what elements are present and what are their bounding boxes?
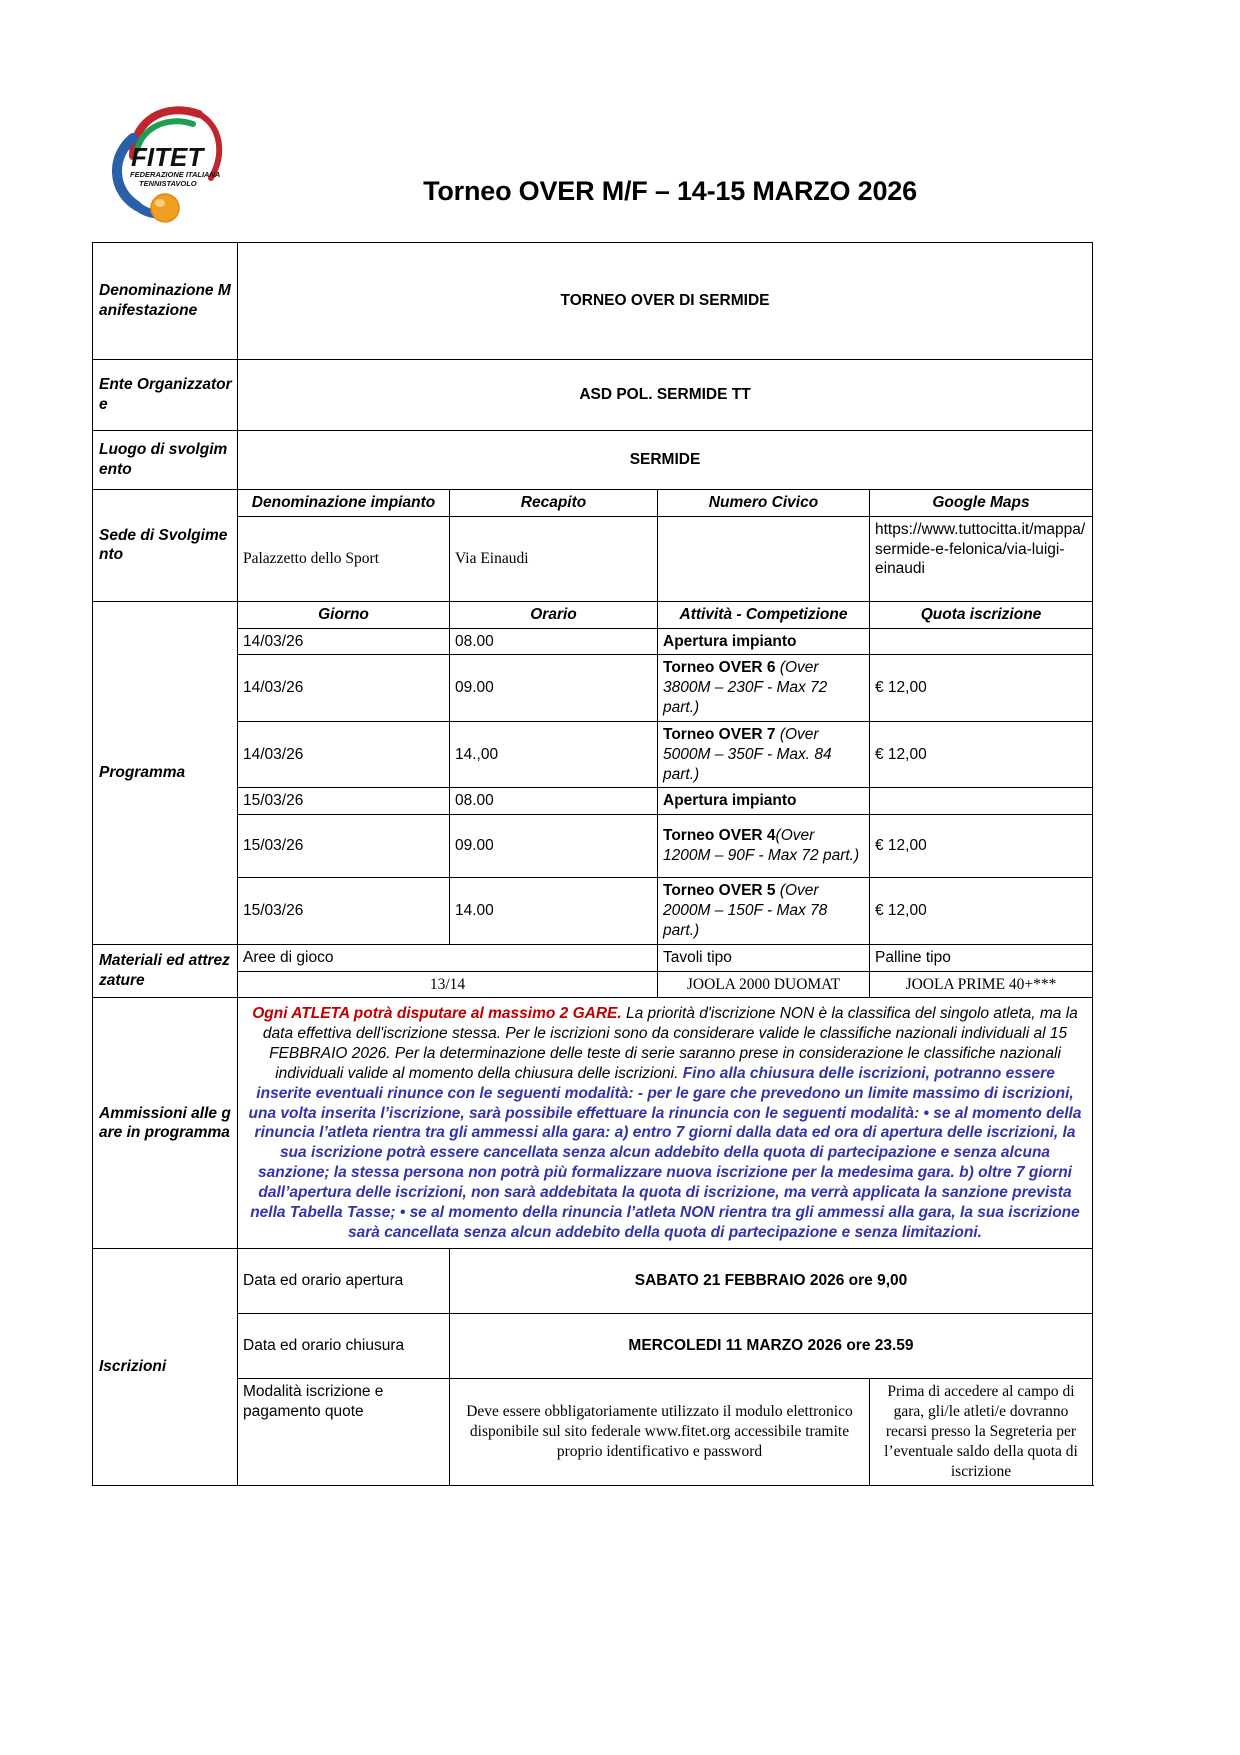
programma-attivita-bold: Torneo OVER 5 [663, 882, 780, 900]
programma-giorno: 15/03/26 [238, 815, 450, 878]
table-row-programma-0 [93, 628, 1093, 655]
iscrizioni-label-chiusura: Data ed orario chiusura [238, 1314, 450, 1379]
sede-value-maps-url[interactable]: https://www.tuttocitta.it/mappa/sermide-e-felonica/via-luigi-einaudi [870, 516, 1093, 601]
programma-attivita-italic: (Over 1200M – 90F - Max 72 part.) [663, 827, 860, 865]
sede-value-impianto: Palazzetto dello Sport [238, 516, 450, 601]
table-row-iscrizioni-chiusura [93, 1314, 1093, 1379]
table-row-iscrizioni-modalita [93, 1379, 1093, 1485]
table-row-programma-5 [93, 878, 1093, 944]
ammissioni-text-black: La priorità d'iscrizione NON è la classifica del singolo atleta, ma la data effettiva dell'iscrizione stessa. Per le iscrizioni sono da considerare valide le classifiche nazionali individuali al 15 FEBBRAIO 2026. Per la determinazione delle teste di serie saranno prese in considerazione le classifiche nazionali individuali valide al momento della chiusura delle iscrizioni. [262, 1005, 1078, 1082]
programma-attivita [658, 788, 870, 815]
svg-text:FEDERAZIONE ITALIANA: FEDERAZIONE ITALIANA [130, 170, 221, 179]
page-title: Torneo OVER M/F – 14-15 MARZO 2026 [423, 176, 917, 206]
programma-header-orario: Orario [450, 601, 658, 628]
table-row-programma-2 [93, 721, 1093, 787]
iscrizioni-value-apertura: SABATO 21 FEBBRAIO 2026 ore 9,00 [450, 1249, 1093, 1314]
ammissioni-text-red: Ogni ATLETA potrà disputare al massimo 2 GARE. [252, 1005, 622, 1023]
programma-attivita-bold: Apertura impianto [663, 632, 797, 650]
row-label-materiali: Materiali ed attrezzature [93, 944, 238, 998]
row-label-luogo: Luogo di svolgimento [93, 431, 238, 490]
programma-giorno: 15/03/26 [238, 788, 450, 815]
row-label-sede: Sede di Svolgimento [93, 490, 238, 602]
ammissioni-text-blue: Fino alla chiusura delle iscrizioni, potranno essere inserite eventuali rinunce con le seguenti modalità: - per le gare che prevedono un limite massimo di iscrizioni, una volta inserita l’iscrizione, sarà possibile effettuare la rinuncia con le seguenti modalità: • se al momento della rinuncia l’atleta rientra tra gli ammessi alla gara: a) entro 7 giorni dalla data ed ora di apertura delle iscrizioni, la sua iscrizione potrà essere cancellata senza alcun addebito della quota di partecipazione e senza alcuna sanzione; la stessa persona non potrà più formalizzare nuova iscrizione per la medesima gara. b) oltre 7 giorni dall’apertura delle iscrizioni, non sarà addebitata la quota di iscrizione, ma verrà applicata la sanzione prevista nella Tabella Tasse; • se al momento della rinuncia l’atleta NON rientra tra gli ammessi alla gara, la sua iscrizione sarà cancellata senza alcun addebito della quota di partecipazione e senza limitazioni. [248, 1064, 1082, 1241]
programma-attivita-italic: (Over 2000M – 150F - Max 78 part.) [663, 882, 828, 939]
programma-attivita-bold: Torneo OVER 4 [663, 827, 776, 845]
sede-header-civico: Numero Civico [658, 490, 870, 517]
programma-attivita [658, 628, 870, 655]
sede-header-maps: Google Maps [870, 490, 1093, 517]
value-ente: ASD POL. SERMIDE TT [238, 360, 1093, 431]
programma-orario: 14.,00 [450, 721, 658, 787]
programma-attivita-bold: Apertura impianto [663, 792, 797, 810]
table-row-programma-1 [93, 655, 1093, 721]
svg-text:FITET: FITET [131, 142, 204, 172]
tournament-info-table [92, 242, 1093, 1486]
programma-orario: 09.00 [450, 815, 658, 878]
table-row-iscrizioni-apertura [93, 1249, 1093, 1314]
table-row-luogo [93, 431, 1093, 490]
programma-attivita-italic: (Over 3800M – 230F - Max 72 part.) [663, 659, 828, 717]
programma-attivita [658, 815, 870, 878]
table-row-sede-headers [93, 490, 1093, 517]
document-header [0, 0, 1240, 206]
materiali-value-aree: 13/14 [238, 971, 658, 998]
programma-giorno: 14/03/26 [238, 655, 450, 721]
sede-value-civico [658, 516, 870, 601]
iscrizioni-value-chiusura: MERCOLEDI 11 MARZO 2026 ore 23.59 [450, 1314, 1093, 1379]
table-row-ente [93, 360, 1093, 431]
table-row-programma-4 [93, 815, 1093, 878]
programma-giorno: 14/03/26 [238, 721, 450, 787]
materiali-value-palline: JOOLA PRIME 40+*** [870, 971, 1093, 998]
fitet-logo-svg [103, 98, 233, 223]
table-row-denominazione [93, 243, 1093, 360]
programma-giorno: 14/03/26 [238, 628, 450, 655]
row-label-denominazione: Denominazione Manifestazione [93, 243, 238, 360]
table-row-sede-values [93, 516, 1093, 601]
svg-text:TENNISTAVOLO: TENNISTAVOLO [139, 179, 197, 188]
iscrizioni-label-modalita: Modalità iscrizione e pagamento quote [238, 1379, 450, 1485]
row-label-ammissioni: Ammissioni alle gare in programma [93, 998, 238, 1249]
programma-orario: 08.00 [450, 628, 658, 655]
row-label-iscrizioni: Iscrizioni [93, 1249, 238, 1485]
table-row-ammissioni [93, 998, 1093, 1249]
value-luogo: SERMIDE [238, 431, 1093, 490]
programma-attivita-bold: Torneo OVER 7 [663, 725, 780, 743]
programma-quota [870, 788, 1093, 815]
table-row-materiali-values [93, 971, 1093, 998]
programma-orario: 14.00 [450, 878, 658, 944]
programma-orario: 08.00 [450, 788, 658, 815]
materiali-header-tavoli: Tavoli tipo [658, 944, 870, 971]
programma-quota [870, 628, 1093, 655]
materiali-value-tavoli: JOOLA 2000 DUOMAT [658, 971, 870, 998]
programma-quota: € 12,00 [870, 655, 1093, 721]
table-row-programma-headers [93, 601, 1093, 628]
row-label-programma: Programma [93, 601, 238, 944]
sede-header-recapito: Recapito [450, 490, 658, 517]
ammissioni-text [238, 998, 1093, 1249]
sede-header-impianto: Denominazione impianto [238, 490, 450, 517]
programma-header-quota: Quota iscrizione [870, 601, 1093, 628]
programma-header-giorno: Giorno [238, 601, 450, 628]
table-row-programma-3 [93, 788, 1093, 815]
programma-quota: € 12,00 [870, 815, 1093, 878]
materiali-header-aree: Aree di gioco [238, 944, 658, 971]
programma-attivita [658, 878, 870, 944]
programma-orario: 09.00 [450, 655, 658, 721]
programma-attivita-bold: Torneo OVER 6 [663, 659, 780, 677]
programma-attivita [658, 655, 870, 721]
iscrizioni-label-apertura: Data ed orario apertura [238, 1249, 450, 1314]
programma-quota: € 12,00 [870, 878, 1093, 944]
row-label-ente: Ente Organizzatore [93, 360, 238, 431]
materiali-header-palline: Palline tipo [870, 944, 1093, 971]
programma-attivita-italic: (Over 5000M – 350F - Max. 84 part.) [663, 725, 832, 783]
value-denominazione: TORNEO OVER DI SERMIDE [238, 243, 1093, 360]
sede-value-recapito: Via Einaudi [450, 516, 658, 601]
fitet-logo [103, 98, 233, 223]
programma-attivita [658, 721, 870, 787]
iscrizioni-value-modalita: Deve essere obbligatoriamente utilizzato il modulo elettronico disponibile sul sito federale www.fitet.org accessibile tramite proprio identificativo e password [450, 1379, 870, 1485]
programma-quota: € 12,00 [870, 721, 1093, 787]
table-row-materiali-headers [93, 944, 1093, 971]
programma-giorno: 15/03/26 [238, 878, 450, 944]
iscrizioni-value-segreteria: Prima di accedere al campo di gara, gli/le atleti/e dovranno recarsi presso la Segreteria per l’eventuale saldo della quota di iscrizione [870, 1379, 1093, 1485]
programma-header-attivita: Attività - Competizione [658, 601, 870, 628]
